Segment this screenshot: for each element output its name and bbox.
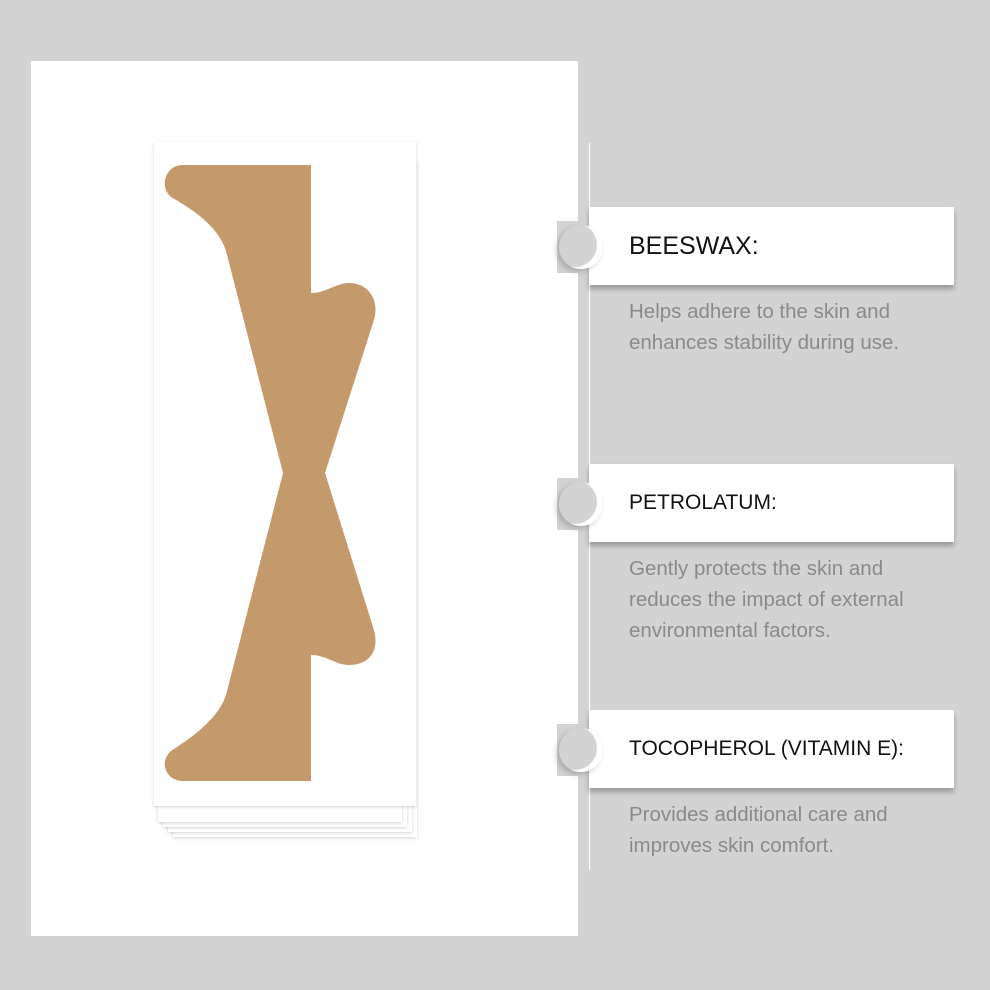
feature-title: TOCOPHEROL (VITAMIN E): [629,737,904,760]
feature-title: PETROLATUM: [629,491,777,514]
feature-petrolatum [589,464,990,684]
feature-header [589,710,954,788]
feature-header [589,207,954,285]
feature-header [589,464,954,542]
product-photo-panel [31,61,578,936]
feature-description: Provides additional care and improves skin comfort. [629,803,888,857]
patch-sheet-stack-image [31,61,578,936]
feature-tocopherol [589,710,990,880]
feature-description: Gently protects the skin and reduces the impact of external environmental factors. [629,557,904,642]
circle-bullet-icon [559,728,603,772]
circle-bullet-icon [559,225,603,269]
circle-bullet-icon [559,482,603,526]
feature-title: BEESWAX: [629,232,759,260]
feature-beeswax [589,207,990,427]
feature-description: Helps adhere to the skin and enhances stability during use. [629,300,900,354]
